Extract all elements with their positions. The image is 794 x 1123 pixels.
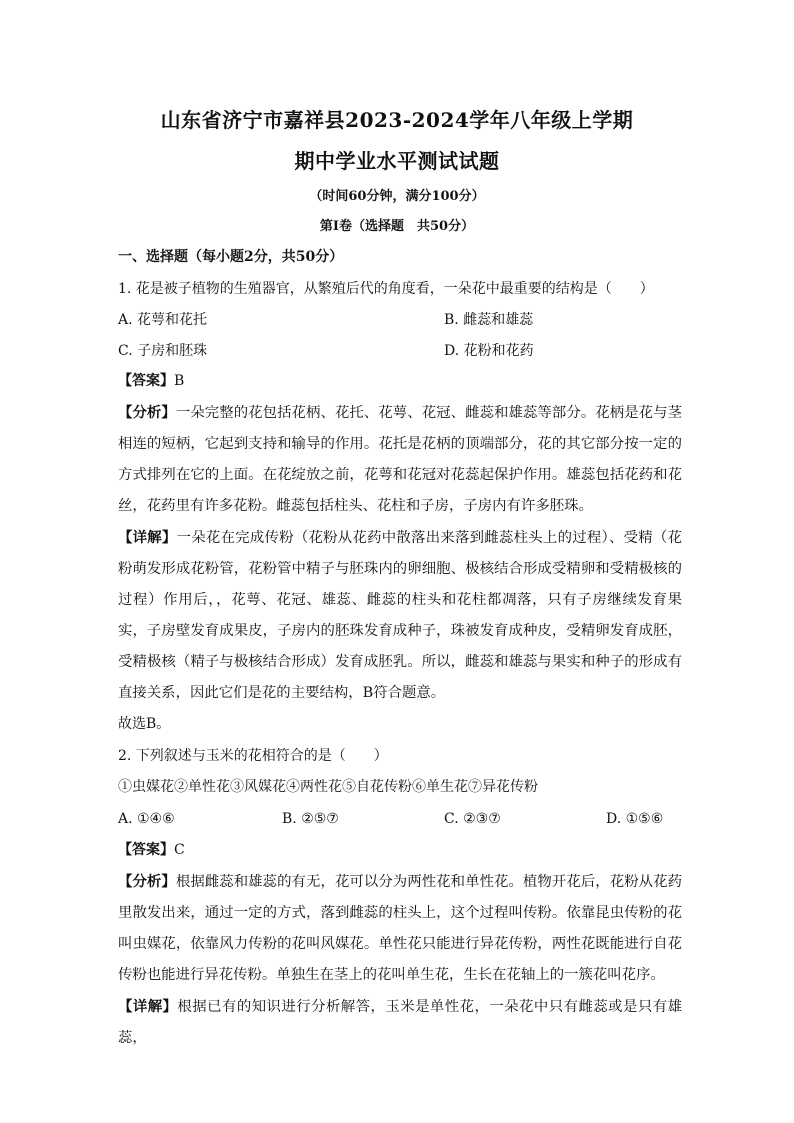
time-note: （时间60分钟，满分100分） xyxy=(309,189,485,204)
question-1-option-a: A. 花萼和花托 xyxy=(118,312,208,328)
question-2-option-a: A. ①④⑥ xyxy=(118,811,175,827)
question-1-analysis xyxy=(118,397,682,522)
answer-tag: 【答案】 xyxy=(118,842,174,858)
analysis-text: 一朵完整的花包括花柄、花托、花萼、花冠、雌蕊和雄蕊等部分。花柄是花与茎相连的短柄，它起到支持和输导的作用。花托是花柄的顶端部分，花的其它部分按一定的方式排列在它的上面。在花绽放之前，花萼和花冠对花蕊起保护作用。雄蕊包括花药和花丝，花药里有许多花粉。雌蕊包括柱头、花柱和子房，子房内有许多胚珠。 xyxy=(118,405,682,514)
volume-heading: 第Ⅰ卷（选择题 共50分） xyxy=(319,219,475,234)
question-1-answer xyxy=(118,370,678,392)
analysis-tag: 【分析】 xyxy=(118,404,176,421)
question-2-detail xyxy=(118,991,682,1054)
detail-tag: 【详解】 xyxy=(118,529,177,546)
question-1-conclusion: 故选B。 xyxy=(118,716,171,732)
question-2-answer xyxy=(118,839,678,861)
question-1-option-d: D. 花粉和花药 xyxy=(444,343,534,359)
question-2-analysis xyxy=(118,866,682,991)
analysis-tag: 【分析】 xyxy=(118,873,176,890)
question-2-option-c: C. ②③⑦ xyxy=(444,811,501,827)
answer-value: B xyxy=(174,373,185,389)
question-1-option-c: C. 子房和胚珠 xyxy=(118,343,208,359)
question-2-option-b: B. ②⑤⑦ xyxy=(282,811,339,827)
analysis-text: 根据雌蕊和雄蕊的有无，花可以分为两性花和单性花。植物开花后，花粉从花药里散发出来，通过一定的方式，落到雌蕊的柱头上，这个过程叫传粉。依靠昆虫传粉的花叫虫媒花，依靠风力传粉的花叫风媒花。单性花只能进行异花传粉，两性花既能进行自花传粉也能进行异花传粉。单独生在茎上的花叫单生花，生长在花轴上的一簇花叫花序。 xyxy=(118,874,682,983)
detail-text: 一朵花在完成传粉（花粉从花药中散落出来落到雌蕊柱头上的过程）、受精（花粉萌发形成花粉管，花粉管中精子与胚珠内的卵细胞、极核结合形成受精卵和受精极核的过程）作用后，，花萼、花冠、雄蕊、雌蕊的柱头和花柱都凋落，只有子房继续发育果实，子房壁发育成果皮，子房内的胚珠发育成种子，珠被发育成种皮，受精卵发育成胚，受精极核（精子与极核结合形成）发育成胚乳。所以，雌蕊和雄蕊与果实和种子的形成有直接关系，因此它们是花的主要结构，B符合题意。 xyxy=(118,530,682,701)
question-1-detail xyxy=(118,522,682,709)
question-1-stem: 1. 花是被子植物的生殖器官，从繁殖后代的角度看，一朵花中最重要的结构是（ ） xyxy=(118,281,654,297)
exam-title-line1: 山东省济宁市嘉祥县2023-2024学年八年级上学期 xyxy=(160,108,634,132)
question-2-stem: 2. 下列叙述与玉米的花相符合的是（ ） xyxy=(118,748,388,764)
question-1-option-b: B. 雌蕊和雄蕊 xyxy=(444,312,534,328)
detail-text: 根据已有的知识进行分析解答，玉米是单性花，一朵花中只有雌蕊或是只有雄蕊， xyxy=(118,999,682,1046)
question-2-items: ①虫媒花②单性花③风媒花④两性花⑤自花传粉⑥单生花⑦异花传粉 xyxy=(118,779,538,795)
section-heading: 一、选择题（每小题2分，共50分） xyxy=(118,249,344,265)
detail-tag: 【详解】 xyxy=(118,998,178,1015)
question-2-option-d: D. ①⑤⑥ xyxy=(606,811,664,827)
exam-title-line2: 期中学业水平测试试题 xyxy=(294,149,500,173)
answer-tag: 【答案】 xyxy=(118,373,174,389)
answer-value: C xyxy=(174,842,185,858)
